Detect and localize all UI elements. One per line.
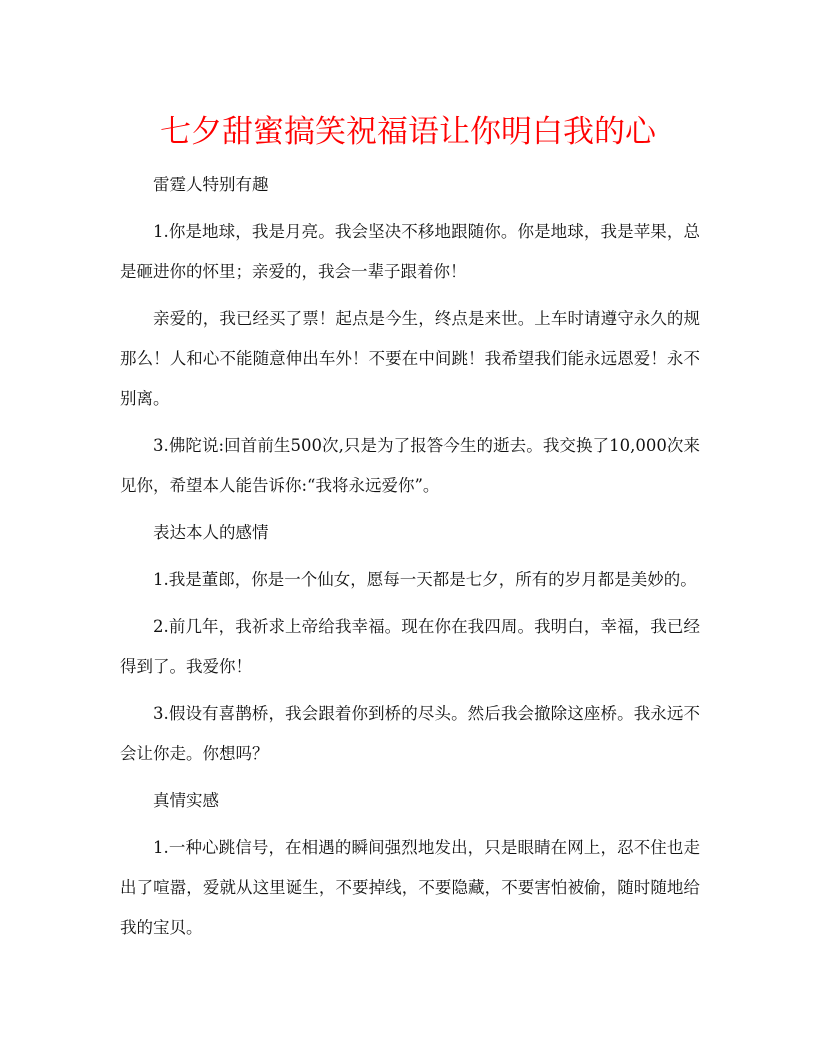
paragraph: 1.你是地球，我是月亮。我会坚决不移地跟随你。你是地球，我是苹果，总是砸进你的怀里；亲爱的，我会一辈子跟着你！ [120, 222, 700, 281]
paragraph: 1.我是董郎，你是一个仙女，愿每一天都是七夕，所有的岁月都是美妙的。 [153, 570, 697, 589]
paragraph: 1.一种心跳信号，在相遇的瞬间强烈地发出，只是眼睛在网上，忍不住也走出了喧嚣，爱就从这里诞生，不要掉线，不要隐藏，不要害怕被偷，随时随地给我的宝贝。 [120, 838, 700, 937]
section-heading-interesting: 雷霆人特别有趣 [153, 175, 269, 194]
paragraph: 亲爱的，我已经买了票！起点是今生，终点是来世。上车时请遵守永久的规那么！人和心不能随意伸出车外！不要在中间跳！我希望我们能永远恩爱！永不别离。 [120, 309, 700, 408]
document-body [120, 165, 700, 948]
paragraph: 2.前几年，我祈求上帝给我幸福。现在你在我四周。我明白，幸福，我已经得到了。我爱你！ [120, 617, 700, 676]
section-heading-sincere: 真情实感 [153, 791, 219, 810]
paragraph: 3.佛陀说:回首前生500次,只是为了报答今生的逝去。我交换了10,000次来见你，希望本人能告诉你:“我将永远爱你”。 [120, 436, 700, 495]
document-title: 七夕甜蜜搞笑祝福语让你明白我的心 [160, 114, 656, 150]
section-heading-feelings: 表达本人的感情 [153, 523, 269, 542]
paragraph: 3.假设有喜鹊桥，我会跟着你到桥的尽头。然后我会撤除这座桥。我永远不会让你走。你想吗？ [120, 704, 700, 763]
